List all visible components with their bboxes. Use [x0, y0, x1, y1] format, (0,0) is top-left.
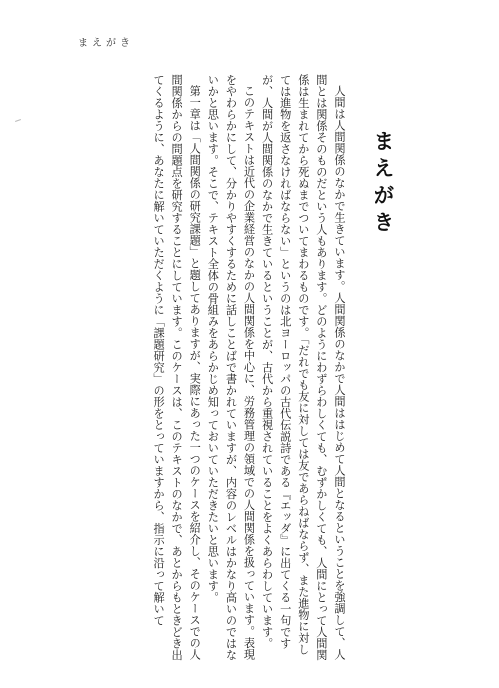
chapter-title: まえがき — [371, 130, 396, 238]
paragraph-1: 人間は人間関係のなかで生きています。人間関係のなかで人間ははじめて人間となるということを強調して、人間とは関係そのものだという人もあります。どのようにわずらわしくても、むずかしくても、人間にとって人間関係は生まれてから死ぬまでついてまわるものです。「だれでも友に対しては友であらねばならず、また進物に対しては進物を返さなければならない」というのは北ヨーロッパの古代伝説詩である『エッダ』に出てくる一句ですが、人間が人間関係のなかで生きているということが、古代から重視されていることをよくあらわしています。 — [260, 74, 346, 661]
paragraph-3: 第一章は「人間関係の研究課題」と題してありますが、実際にあった一つのケースを紹介し、そのケースでの人間関係からの問題点を研究することにしています。このケースは、このテキストのなかで、あとからもときどき出てくるように、あなたに解いていただくように「課題研究」の形をとっていますから、指示に沿って解いて — [152, 74, 202, 661]
scan-mark — [15, 119, 21, 122]
body-text — [152, 74, 348, 664]
running-header: まえがき — [78, 38, 134, 49]
paragraph-2: このテキストは近代の企業経営のなかの人間関係を中心に、労務管理の領域での人間関係を扱っています。表現をやわらかにして、分かりやすくするために話しことばで書かれていますが、内容のレベルはかなり高いのではないかと思います。そこで、テキスト全体の骨組みをあらかじめ知っておいていただきたいと思います。 — [206, 74, 256, 661]
